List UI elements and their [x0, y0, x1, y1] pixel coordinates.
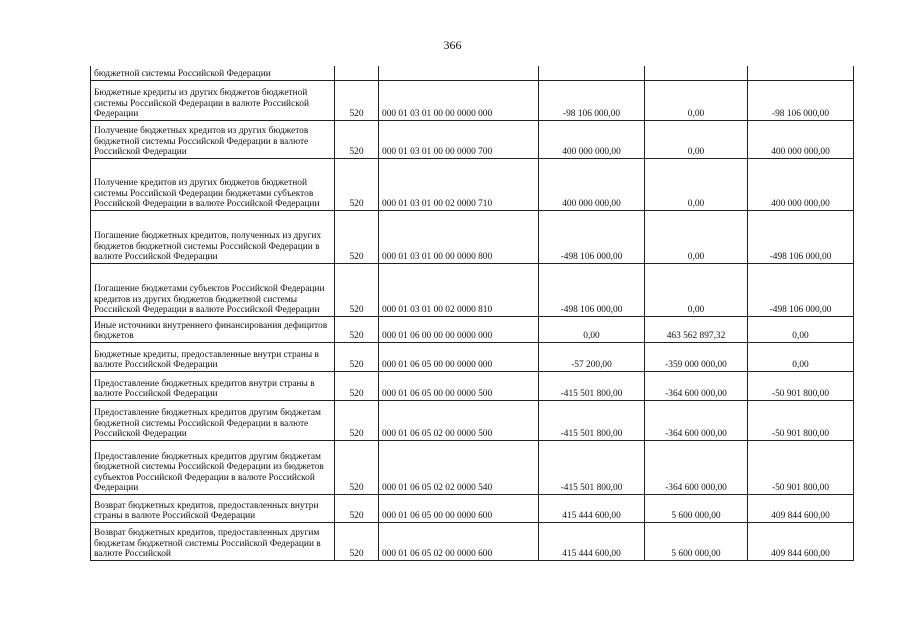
source-name-cell: Возврат бюджетных кредитов, предоставленных внутри страны в валюте Российской Федерации — [91, 494, 335, 522]
approved-amount-cell: -415 501 800,00 — [539, 371, 645, 400]
executed-amount-cell: 0,00 — [645, 158, 748, 210]
classification-code-cell: 000 01 03 01 00 02 0000 810 — [379, 263, 539, 316]
approved-amount-cell: 400 000 000,00 — [539, 158, 645, 210]
executed-amount-cell: 0,00 — [645, 263, 748, 316]
approved-amount-cell: 415 444 600,00 — [539, 522, 645, 560]
classification-code-cell: 000 01 03 01 00 00 0000 000 — [379, 80, 539, 120]
classification-code-cell: 000 01 06 05 00 00 0000 500 — [379, 371, 539, 400]
classification-code-cell: 000 01 03 01 00 00 0000 700 — [379, 120, 539, 158]
source-name-cell: Погашение бюджетами субъектов Российской Федерации кредитов из других бюджетов бюджетной системы Российской Федерации в валюте Российской Федерации — [91, 263, 335, 316]
table-row — [91, 494, 854, 522]
unexecuted-amount-cell: -50 901 800,00 — [748, 371, 854, 400]
table-row — [91, 342, 854, 371]
executed-amount-cell: -364 600 000,00 — [645, 440, 748, 494]
unexecuted-amount-cell: -50 901 800,00 — [748, 400, 854, 440]
executed-amount-cell: 463 562 897,32 — [645, 316, 748, 342]
admin-code-cell: 520 — [335, 400, 379, 440]
source-name-cell: Получение бюджетных кредитов из других бюджетов бюджетной системы Российской Федерации в валюте Российской Федерации — [91, 120, 335, 158]
classification-code-cell: 000 01 06 05 02 00 0000 600 — [379, 522, 539, 560]
table-row — [91, 120, 854, 158]
unexecuted-amount-cell — [748, 66, 854, 80]
source-name-cell: Бюджетные кредиты, предоставленные внутри страны в валюте Российской Федерации — [91, 342, 335, 371]
approved-amount-cell: 0,00 — [539, 316, 645, 342]
admin-code-cell: 520 — [335, 158, 379, 210]
classification-code-cell — [379, 66, 539, 80]
classification-code-cell: 000 01 06 05 00 00 0000 000 — [379, 342, 539, 371]
approved-amount-cell: 415 444 600,00 — [539, 494, 645, 522]
approved-amount-cell: -57 200,00 — [539, 342, 645, 371]
approved-amount-cell: 400 000 000,00 — [539, 120, 645, 158]
admin-code-cell — [335, 66, 379, 80]
source-name-cell: Получение кредитов из других бюджетов бюджетной системы Российской Федерации бюджетами субъектов Российской Федерации в валюте Российской Федерации — [91, 158, 335, 210]
executed-amount-cell: 0,00 — [645, 210, 748, 263]
executed-amount-cell: -364 600 000,00 — [645, 371, 748, 400]
admin-code-cell: 520 — [335, 522, 379, 560]
page-number: 366 — [443, 38, 462, 52]
unexecuted-amount-cell: -98 106 000,00 — [748, 80, 854, 120]
executed-amount-cell: 0,00 — [645, 120, 748, 158]
unexecuted-amount-cell: 400 000 000,00 — [748, 158, 854, 210]
executed-amount-cell — [645, 66, 748, 80]
admin-code-cell: 520 — [335, 80, 379, 120]
admin-code-cell: 520 — [335, 371, 379, 400]
classification-code-cell: 000 01 03 01 00 00 0000 800 — [379, 210, 539, 263]
approved-amount-cell: -415 501 800,00 — [539, 440, 645, 494]
source-name-cell: бюджетной системы Российской Федерации — [91, 66, 335, 80]
table-row — [91, 66, 854, 80]
unexecuted-amount-cell: -498 106 000,00 — [748, 263, 854, 316]
source-name-cell: Погашение бюджетных кредитов, полученных из других бюджетов бюджетной системы Российской Федерации в валюте Российской Федерации — [91, 210, 335, 263]
source-name-cell: Бюджетные кредиты из других бюджетов бюджетной системы Российской Федерации в валюте Российской Федерации — [91, 80, 335, 120]
executed-amount-cell: 5 600 000,00 — [645, 522, 748, 560]
approved-amount-cell: -498 106 000,00 — [539, 210, 645, 263]
classification-code-cell: 000 01 06 05 02 00 0000 500 — [379, 400, 539, 440]
executed-amount-cell: 5 600 000,00 — [645, 494, 748, 522]
approved-amount-cell: -498 106 000,00 — [539, 263, 645, 316]
table-row — [91, 210, 854, 263]
approved-amount-cell: -415 501 800,00 — [539, 400, 645, 440]
approved-amount-cell: -98 106 000,00 — [539, 80, 645, 120]
executed-amount-cell: 0,00 — [645, 80, 748, 120]
admin-code-cell: 520 — [335, 316, 379, 342]
unexecuted-amount-cell: 409 844 600,00 — [748, 494, 854, 522]
unexecuted-amount-cell: 409 844 600,00 — [748, 522, 854, 560]
table-row — [91, 316, 854, 342]
unexecuted-amount-cell: 0,00 — [748, 316, 854, 342]
admin-code-cell: 520 — [335, 342, 379, 371]
source-name-cell: Возврат бюджетных кредитов, предоставленных другим бюджетам бюджетной системы Российской Федерации в валюте Российской — [91, 522, 335, 560]
unexecuted-amount-cell: -50 901 800,00 — [748, 440, 854, 494]
budget-sources-table — [90, 66, 854, 561]
source-name-cell: Предоставление бюджетных кредитов другим бюджетам бюджетной системы Российской Федерации в валюте Российской Федерации — [91, 400, 335, 440]
admin-code-cell: 520 — [335, 494, 379, 522]
admin-code-cell: 520 — [335, 120, 379, 158]
table-row — [91, 263, 854, 316]
classification-code-cell: 000 01 06 05 00 00 0000 600 — [379, 494, 539, 522]
admin-code-cell: 520 — [335, 263, 379, 316]
classification-code-cell: 000 01 03 01 00 02 0000 710 — [379, 158, 539, 210]
table-row — [91, 440, 854, 494]
source-name-cell: Предоставление бюджетных кредитов другим бюджетам бюджетной системы Российской Федерации из бюджетов субъектов Российской Федерации в валюте Российской Федерации — [91, 440, 335, 494]
table-row — [91, 80, 854, 120]
table-row — [91, 371, 854, 400]
approved-amount-cell — [539, 66, 645, 80]
executed-amount-cell: -364 600 000,00 — [645, 400, 748, 440]
unexecuted-amount-cell: 400 000 000,00 — [748, 120, 854, 158]
classification-code-cell: 000 01 06 05 02 02 0000 540 — [379, 440, 539, 494]
executed-amount-cell: -359 000 000,00 — [645, 342, 748, 371]
unexecuted-amount-cell: -498 106 000,00 — [748, 210, 854, 263]
table-row — [91, 400, 854, 440]
source-name-cell: Предоставление бюджетных кредитов внутри страны в валюте Российской Федерации — [91, 371, 335, 400]
source-name-cell: Иные источники внутреннего финансирования дефицитов бюджетов — [91, 316, 335, 342]
unexecuted-amount-cell: 0,00 — [748, 342, 854, 371]
admin-code-cell: 520 — [335, 440, 379, 494]
classification-code-cell: 000 01 06 00 00 00 0000 000 — [379, 316, 539, 342]
table-row — [91, 522, 854, 560]
admin-code-cell: 520 — [335, 210, 379, 263]
table-row — [91, 158, 854, 210]
